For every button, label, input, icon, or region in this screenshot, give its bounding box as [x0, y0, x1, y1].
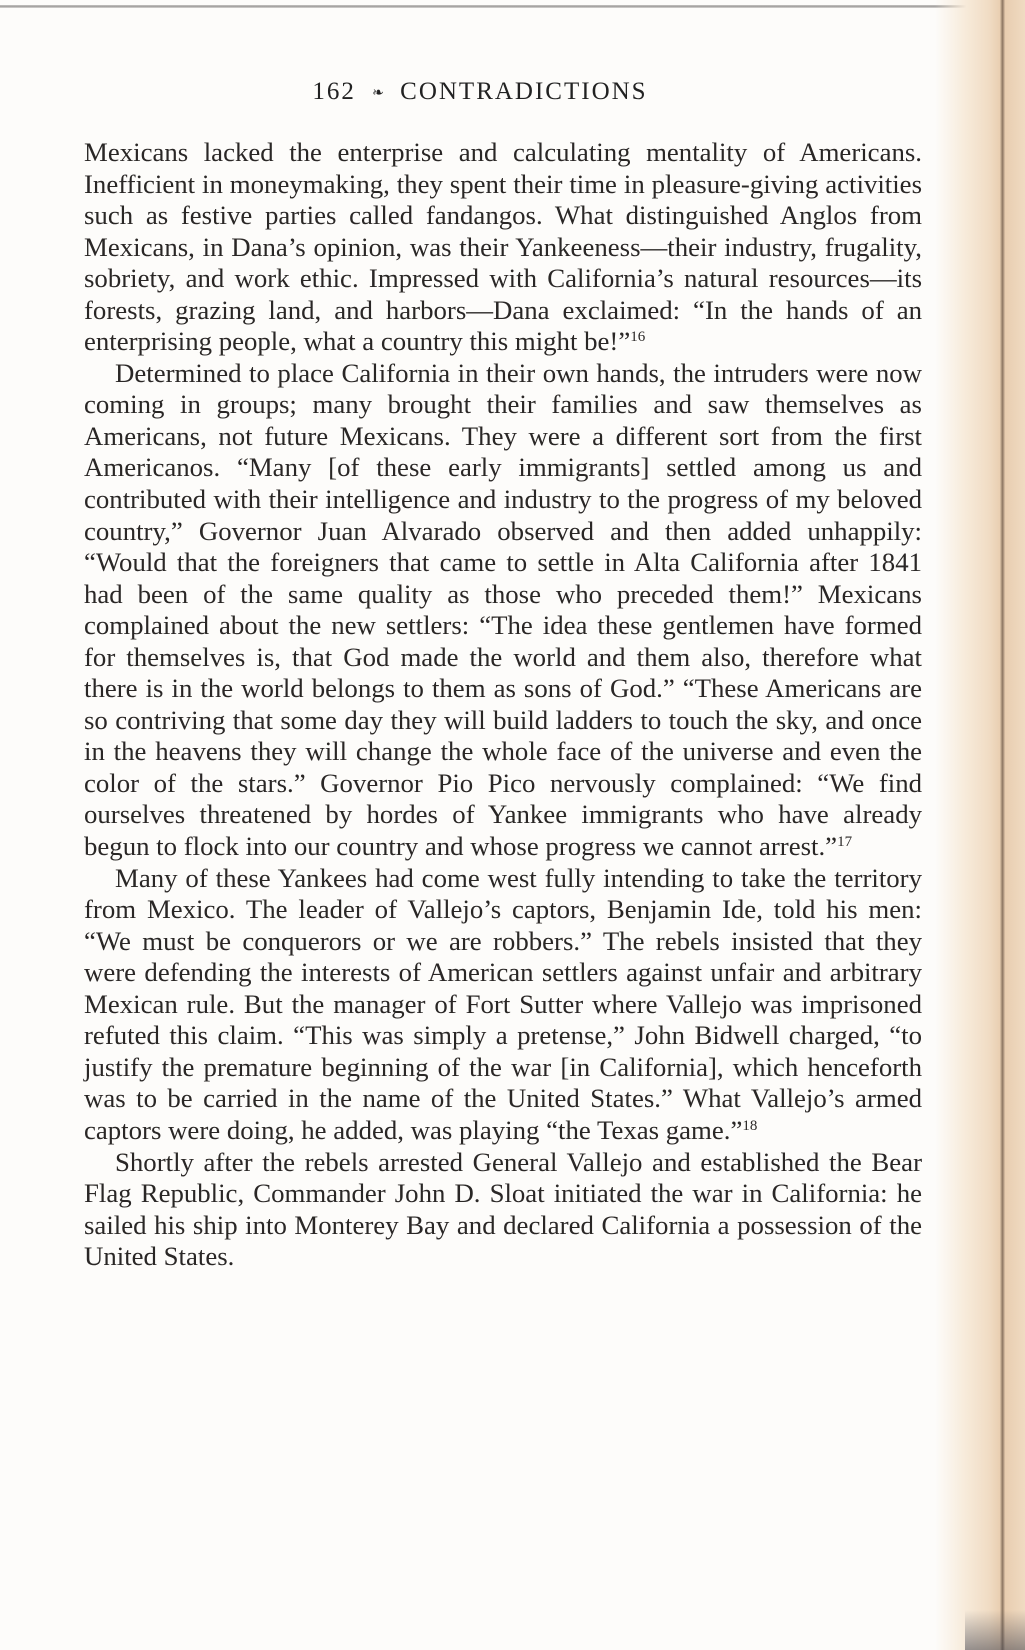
gutter-shadow [965, 1610, 1025, 1650]
body-text [84, 137, 922, 1273]
running-head [0, 78, 960, 106]
paragraph-text: Shortly after the rebels arrested General Vallejo and established the Bear Flag Republic, Commander John D. Sloat initiated the war in California: he sailed his ship into Monterey Bay and declared California a possession of the United States. [84, 1146, 922, 1272]
footnote-marker[interactable]: 16 [630, 329, 646, 346]
paragraph [84, 1147, 922, 1273]
footnote-marker[interactable]: 18 [742, 1117, 758, 1134]
book-gutter [935, 0, 1025, 1650]
paragraph-text: Mexicans lacked the enterprise and calculating mentality of Americans. Inefficient in moneymaking, they spent their time in pleasure-giving activities such as festive parties called fandangos. What distinguished Anglos from Mexicans, in Dana’s opinion, was their Yankeeness—their industry, frugality, sobriety, and work ethic. Impressed with California’s natural resources—its forests, grazing land, and harbors—Dana exclaimed: “In the hands of an enterprising people, what a country this might be!” [84, 137, 922, 357]
fleuron-ornament-icon: ❧ [372, 85, 384, 101]
footnote-marker[interactable]: 17 [837, 834, 853, 851]
paragraph [84, 358, 922, 863]
page-number: 162 [312, 78, 356, 105]
paragraph-text: Determined to place California in their own hands, the intruders were now coming in groups; many brought their families and saw themselves as Americans, not future Mexicans. They were a different sort from the first Americanos. “Many [of these early immigrants] settled among us and contributed with their intelligence and industry to the progress of my beloved country,” Governor Juan Alvarado observed and then added unhappily: “Would that the foreigners that came to settle in Alta California after 1841 had been of the same quality as those who preceded them!” Mexicans complained about the new settlers: “The idea these gentlemen have formed for themselves is, that God made the world and them also, therefore what there is in the world belongs to them as sons of God.” “These Americans are so contriving that some day they will build ladders to touch the sky, and once in the heavens they will change the whole face of the universe and even the color of the stars.” Governor Pio Pico nervously complained: “We find ourselves threatened by hordes of Yankee immigrants who have already begun to flock into our country and whose progress we cannot arrest.” [84, 357, 922, 862]
paragraph [84, 863, 922, 1147]
page-top-edge [0, 5, 1025, 8]
running-title: CONTRADICTIONS [400, 78, 648, 105]
paragraph [84, 137, 922, 358]
paragraph-text: Many of these Yankees had come west fully intending to take the territory from Mexico. The leader of Vallejo’s captors, Benjamin Ide, told his men: “We must be conquerors or we are robbers.” The rebels insisted that they were defending the interests of American settlers against unfair and arbitrary Mexican rule. But the manager of Fort Sutter where Vallejo was imprisoned refuted this claim. “This was simply a pretense,” John Bidwell charged, “to justify the premature beginning of the war [in California], which henceforth was to be carried in the name of the United States.” What Vallejo’s armed captors were doing, he added, was playing “the Texas game.” [84, 862, 922, 1145]
